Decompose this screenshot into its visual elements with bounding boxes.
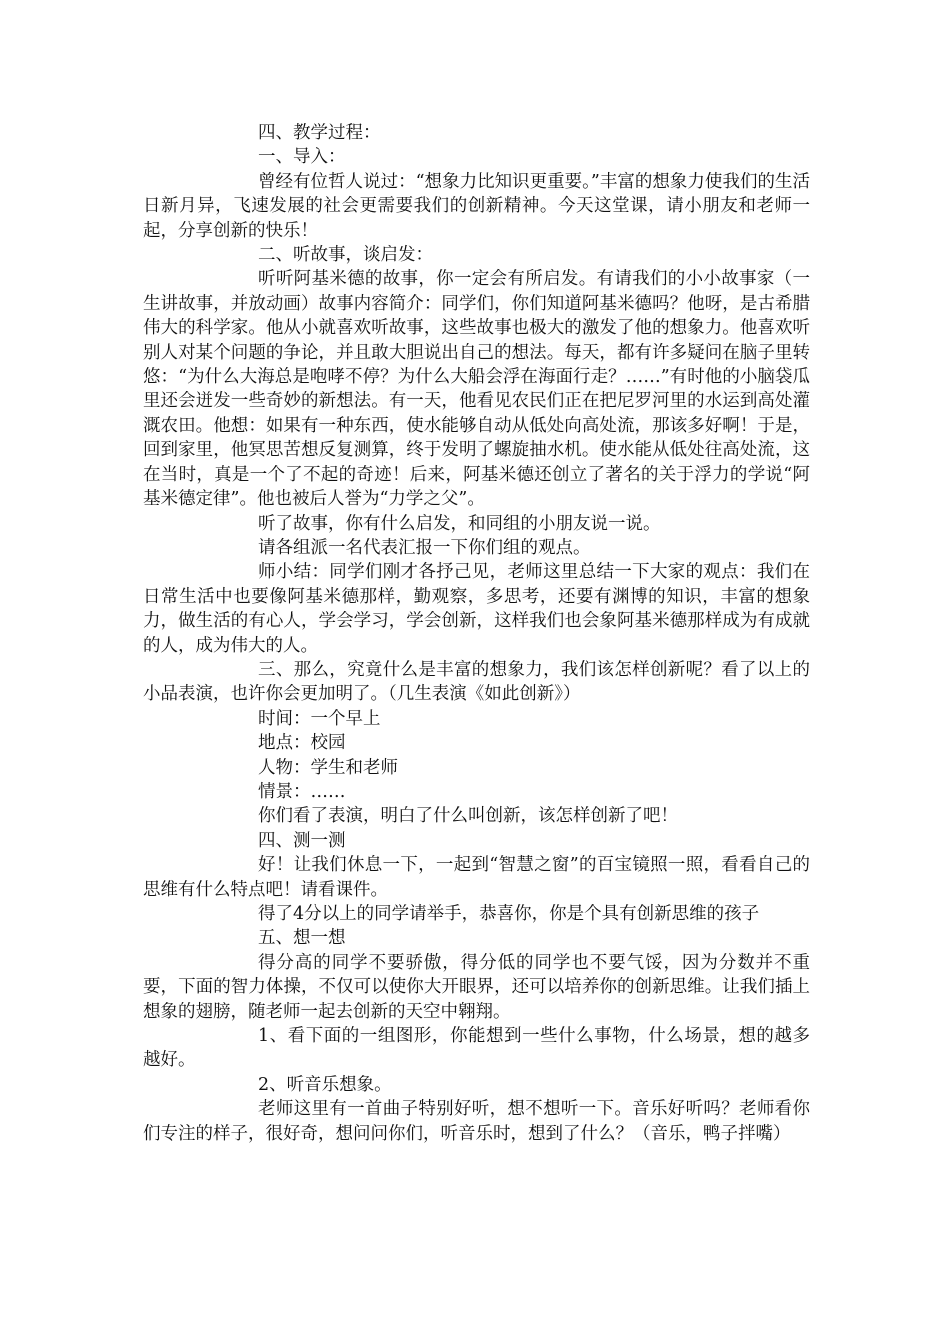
document-body: [143, 121, 810, 1146]
section-heading-teaching-process: 四、教学过程：: [258, 123, 381, 143]
section-heading-story: 二、听故事，谈启发：: [258, 245, 433, 266]
paragraph-test-result: 得了4分以上的同学请举手，恭喜你，你是个具有创新思维的孩子: [258, 904, 760, 924]
paragraph-report: 请各组派一名代表汇报一下你们组的观点。: [258, 537, 591, 558]
paragraph-intro: 曾经有位哲人说过：“想象力比知识更重要。”丰富的想象力使我们的生活日新月异，飞速发展的社会更需要我们的创新精神。今天这堂课，请小朋友和老师一起，分享创新的快乐！: [143, 171, 810, 241]
paragraph-figures-task: 1、看下面的一组图形，你能想到一些什么事物，什么场景，想的越多越好。: [143, 1026, 810, 1071]
paragraph-test-intro: 好！让我们休息一下，一起到“智慧之窗”的百宝镜照一照，看看自己的思维有什么特点吧！请看课件。: [143, 855, 810, 900]
paragraph-skit-intro: 三、那么，究竟什么是丰富的想象力，我们该怎样创新呢？看了以上的小品表演，也许你会更加明了。（几生表演《如此创新》）: [143, 659, 810, 705]
paragraph-music-detail: 老师这里有一首曲子特别好听，想不想听一下。音乐好听吗？老师看你们专注的样子，很好奇，想问问你们，听音乐时，想到了什么？（音乐，鸭子拌嘴）: [143, 1099, 810, 1144]
paragraph-music-task: 2、听音乐想象。: [258, 1074, 392, 1095]
paragraph-skit-scene: 情景：……: [258, 781, 346, 802]
paragraph-skit-conclusion: 你们看了表演，明白了什么叫创新，该怎样创新了吧！: [258, 806, 678, 827]
section-heading-intro: 一、导入：: [258, 147, 346, 168]
paragraph-skit-time: 时间：一个早上: [258, 708, 381, 729]
paragraph-archimedes-story: 听听阿基米德的故事，你一定会有所启发。有请我们的小小故事家（一生讲故事，并放动画）故事内容简介：同学们，你们知道阿基米德吗？他呀，是古希腊伟大的科学家。他从小就喜欢听故事，这些故事也极大的激发了他的想象力。他喜欢听别人对某个问题的争论，并且敢大胆说出自己的想法。每天，都有许多疑问在脑子里转悠：“为什么大海总是咆哮不停？为什么大船会浮在海面行走？……”有时他的小脑袋瓜里还会迸发一些奇妙的新想法。有一天，他看见农民们正在把尼罗河里的水运到高处灌溉农田。他想：如果有一种东西，使水能够自动从低处向高处流，那该多好啊！于是，回到家里，他冥思苦想反复测算，终于发明了螺旋抽水机。使水能从低处往高处流，这在当时，真是一个了不起的奇迹！后来，阿基米德还创立了著名的关于浮力的学说“阿基米德定律”。他也被后人誉为“力学之父”。: [143, 269, 810, 510]
paragraph-skit-place: 地点：校园: [258, 733, 346, 754]
paragraph-summary: 师小结：同学们刚才各抒己见，老师这里总结一下大家的观点：我们在日常生活中也要像阿基米德那样，勤观察，多思考，还要有渊博的知识，丰富的想象力，做生活的有心人，学会学习，学会创新，这样我们也会象阿基米德那样成为有成就的人，成为伟大的人。: [143, 562, 810, 656]
paragraph-skit-characters: 人物：学生和老师: [258, 757, 398, 778]
paragraph-discuss: 听了故事，你有什么启发，和同组的小朋友说一说。: [258, 513, 661, 534]
section-heading-think: 五、想一想: [258, 928, 346, 949]
paragraph-think-intro: 得分高的同学不要骄傲，得分低的同学也不要气馁，因为分数并不重要，下面的智力体操，不仅可以使你大开眼界，还可以培养你的创新思维。让我们插上想象的翅膀，随老师一起去创新的天空中翱翔。: [143, 952, 810, 1022]
section-heading-test: 四、测一测: [258, 830, 346, 851]
